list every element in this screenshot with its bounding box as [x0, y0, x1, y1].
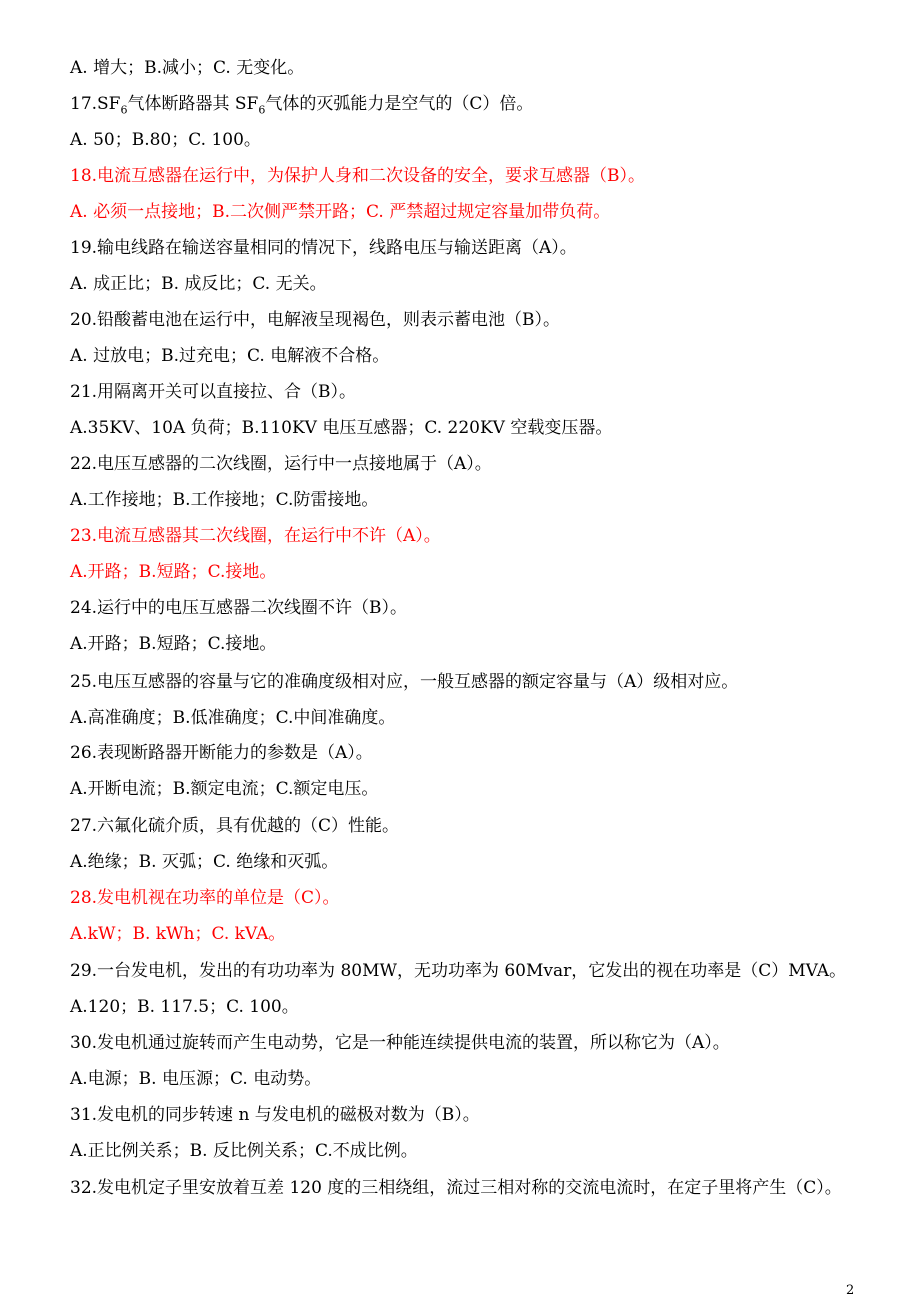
- q19-question: 19.输电线路在输送容量相同的情况下，线路电压与输送距离（A）。: [70, 238, 577, 258]
- q23-question: 23.电流互感器其二次线圈，在运行中不许（A）。: [70, 526, 441, 546]
- q17-mid: 气体断路器其 SF: [127, 94, 259, 114]
- q26-question: 26.表现断路器开断能力的参数是（A）。: [70, 743, 373, 763]
- q16-options: A. 增大；B.减小；C. 无变化。: [70, 58, 305, 78]
- q21-options: A.35KV、10A 负荷；B.110KV 电压互感器；C. 220KV 空载变压器。: [70, 418, 613, 438]
- q17-question: [70, 92, 870, 116]
- q22-question: 22.电压互感器的二次线圈，运行中一点接地属于（A）。: [70, 454, 492, 474]
- q27-question: 27.六氟化硫介质，具有优越的（C）性能。: [70, 816, 400, 836]
- q25-options: A.高准确度；B.低准确度；C.中间准确度。: [70, 708, 396, 728]
- q30-options: A.电源；B. 电压源；C. 电动势。: [70, 1069, 322, 1089]
- q28-question: 28.发电机视在功率的单位是（C）。: [70, 888, 340, 908]
- q17-sub1: 6: [120, 103, 128, 117]
- q30-question: 30.发电机通过旋转而产生电动势，它是一种能连续提供电流的装置，所以称它为（A）。: [70, 1033, 730, 1053]
- q29-question: 29.一台发电机，发出的有功功率为 80MW，无功功率为 60Mvar，它发出的视在功率是（C）MVA。: [70, 961, 847, 981]
- q27-options: A.绝缘；B. 灭弧；C. 绝缘和灭弧。: [70, 852, 339, 872]
- q31-options: A.正比例关系；B. 反比例关系；C.不成比例。: [70, 1141, 418, 1161]
- q19-options: A. 成正比；B. 成反比；C. 无关。: [70, 274, 327, 294]
- q17-sub2: 6: [258, 103, 266, 117]
- q24-question: 24.运行中的电压互感器二次线圈不许（B）。: [70, 598, 408, 618]
- q28-options: A.kW；B. kWh；C. kVA。: [70, 924, 286, 944]
- q17-options: A. 50；B.80；C. 100。: [70, 130, 261, 150]
- page-number: 2: [846, 1283, 855, 1298]
- q23-options: A.开路；B.短路；C.接地。: [70, 562, 277, 582]
- q18-options: A. 必须一点接地；B.二次侧严禁开路；C. 严禁超过规定容量加带负荷。: [70, 202, 611, 222]
- q29-options: A.120；B. 117.5；C. 100。: [70, 997, 299, 1017]
- q17-pre: 17.SF: [70, 94, 121, 114]
- q22-options: A.工作接地；B.工作接地；C.防雷接地。: [70, 490, 379, 510]
- q18-question: 18.电流互感器在运行中，为保护人身和二次设备的安全，要求互感器（B）。: [70, 166, 646, 186]
- q20-question: 20.铅酸蓄电池在运行中，电解液呈现褐色，则表示蓄电池（B）。: [70, 310, 561, 330]
- q24-options: A.开路；B.短路；C.接地。: [70, 634, 277, 654]
- q32-question: 32.发电机定子里安放着互差 120 度的三相绕组，流过三相对称的交流电流时，在定子里将产生（C）。: [70, 1178, 842, 1198]
- q26-options: A.开断电流；B.额定电流；C.额定电压。: [70, 779, 379, 799]
- q25-question: 25.电压互感器的容量与它的准确度级相对应，一般互感器的额定容量与（A）级相对应。: [70, 672, 739, 692]
- q20-options: A. 过放电；B.过充电；C. 电解液不合格。: [70, 346, 390, 366]
- q31-question: 31.发电机的同步转速 n 与发电机的磁极对数为（B）。: [70, 1105, 480, 1125]
- q17-post: 气体的灭弧能力是空气的（C）倍。: [265, 94, 534, 114]
- q21-question: 21.用隔离开关可以直接拉、合（B）。: [70, 382, 357, 402]
